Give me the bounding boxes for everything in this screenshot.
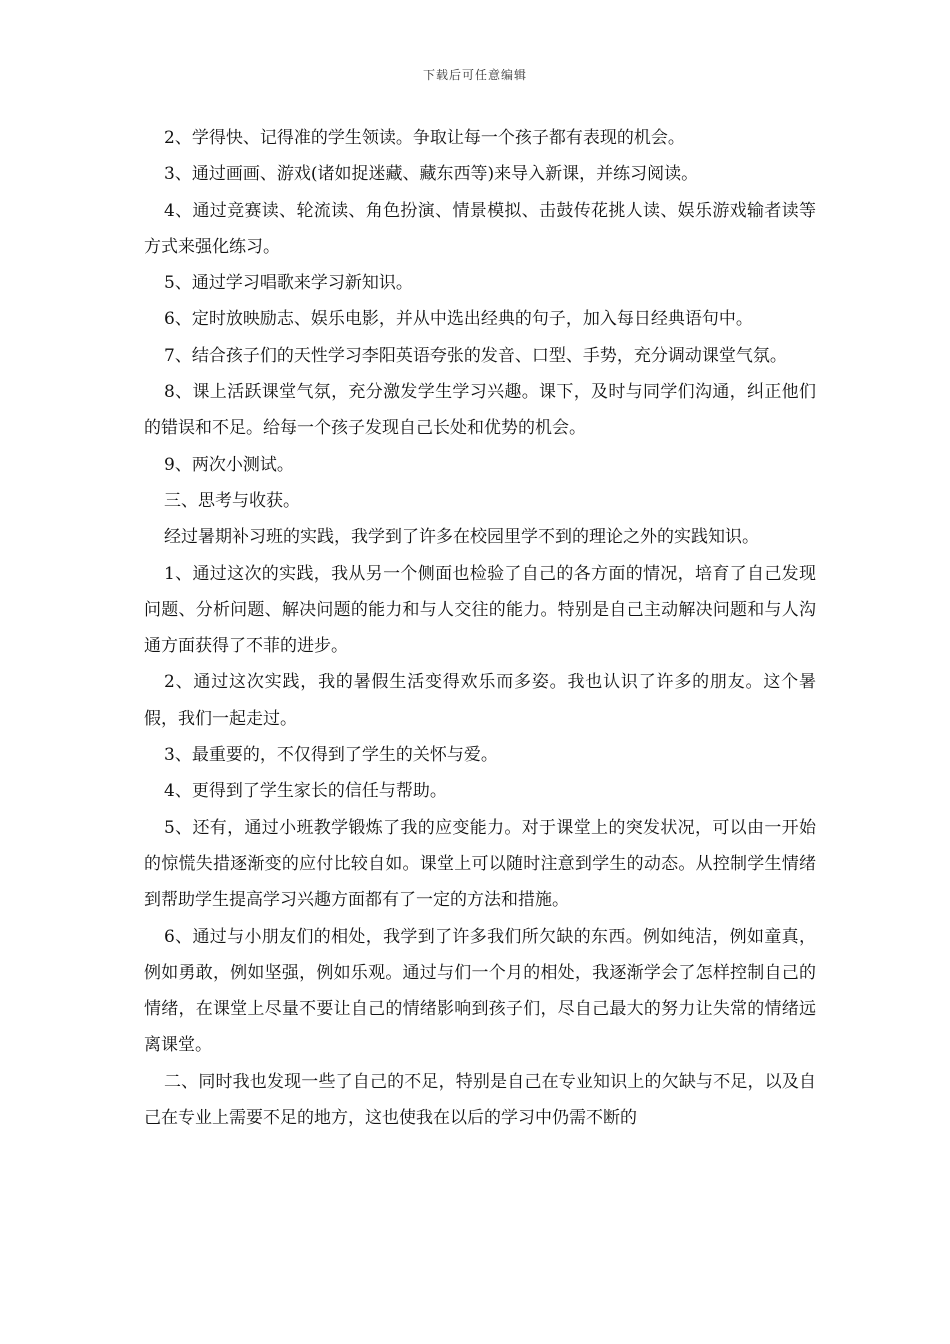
paragraph: 3、最重要的，不仅得到了学生的关怀与爱。 <box>164 745 498 766</box>
paragraph: 2、通过这次实践，我的暑假生活变得欢乐而多姿。我也认识了许多的朋友。这个暑假，我们一起走过。 <box>144 672 816 729</box>
paragraph: 2、学得快、记得准的学生领读。争取让每一个孩子都有表现的机会。 <box>164 128 685 148</box>
paragraph: 5、还有，通过小班教学锻炼了我的应变能力。对于课堂上的突发状况，可以由一开始的惊慌失措逐渐变的应付比较自如。课堂上可以随时注意到学生的动态。从控制学生情绪到帮助学生提高学习兴趣方面都有了一定的方法和措施。 <box>144 817 816 911</box>
paragraph: 9、两次小测试。 <box>164 454 294 475</box>
section-heading: 二、同时我也发现一些了自己的不足，特别是自己在专业知识上的欠缺与不足，以及自己在专业上需要不足的地方，这也使我在以后的学习中仍需不断的 <box>144 1071 816 1129</box>
paragraph: 经过暑期补习班的实践，我学到了许多在校园里学不到的理论之外的实践知识。 <box>164 527 759 548</box>
paragraph: 1、通过这次的实践，我从另一个侧面也检验了自己的各方面的情况，培育了自己发现问题、分析问题、解决问题的能力和与人交往的能力。特别是自己主动解决问题和与人沟通方面获得了不菲的进步。 <box>144 563 816 657</box>
paragraph: 8、课上活跃课堂气氛，充分激发学生学习兴趣。课下，及时与同学们沟通，纠正他们的错误和不足。给每一个孩子发现自己长处和优势的机会。 <box>144 382 816 439</box>
page-header: 下载后可任意编辑 <box>422 68 527 82</box>
paragraph: 4、通过竞赛读、轮流读、角色扮演、情景模拟、击鼓传花挑人读、娱乐游戏输者读等方式来强化练习。 <box>144 200 816 257</box>
section-heading: 三、思考与收获。 <box>164 490 300 511</box>
paragraph: 4、更得到了学生家长的信任与帮助。 <box>164 781 447 802</box>
paragraph: 5、通过学习唱歌来学习新知识。 <box>164 273 413 294</box>
paragraph: 6、通过与小朋友们的相处，我学到了许多我们所欠缺的东西。例如纯洁，例如童真，例如勇敢，例如坚强，例如乐观。通过与们一个月的相处，我逐渐学会了怎样控制自己的情绪，在课堂上尽量不要让自己的情绪影响到孩子们，尽自己最大的努力让失常的情绪远离课堂。 <box>144 926 816 1056</box>
paragraph: 3、通过画画、游戏(诸如捉迷藏、藏东西等)来导入新课，并练习阅读。 <box>164 164 699 185</box>
paragraph: 6、定时放映励志、娱乐电影，并从中选出经典的句子，加入每日经典语句中。 <box>164 309 753 330</box>
paragraph: 7、结合孩子们的天性学习李阳英语夸张的发音、口型、手势，充分调动课堂气氛。 <box>164 345 787 366</box>
document-body <box>144 120 816 1136</box>
